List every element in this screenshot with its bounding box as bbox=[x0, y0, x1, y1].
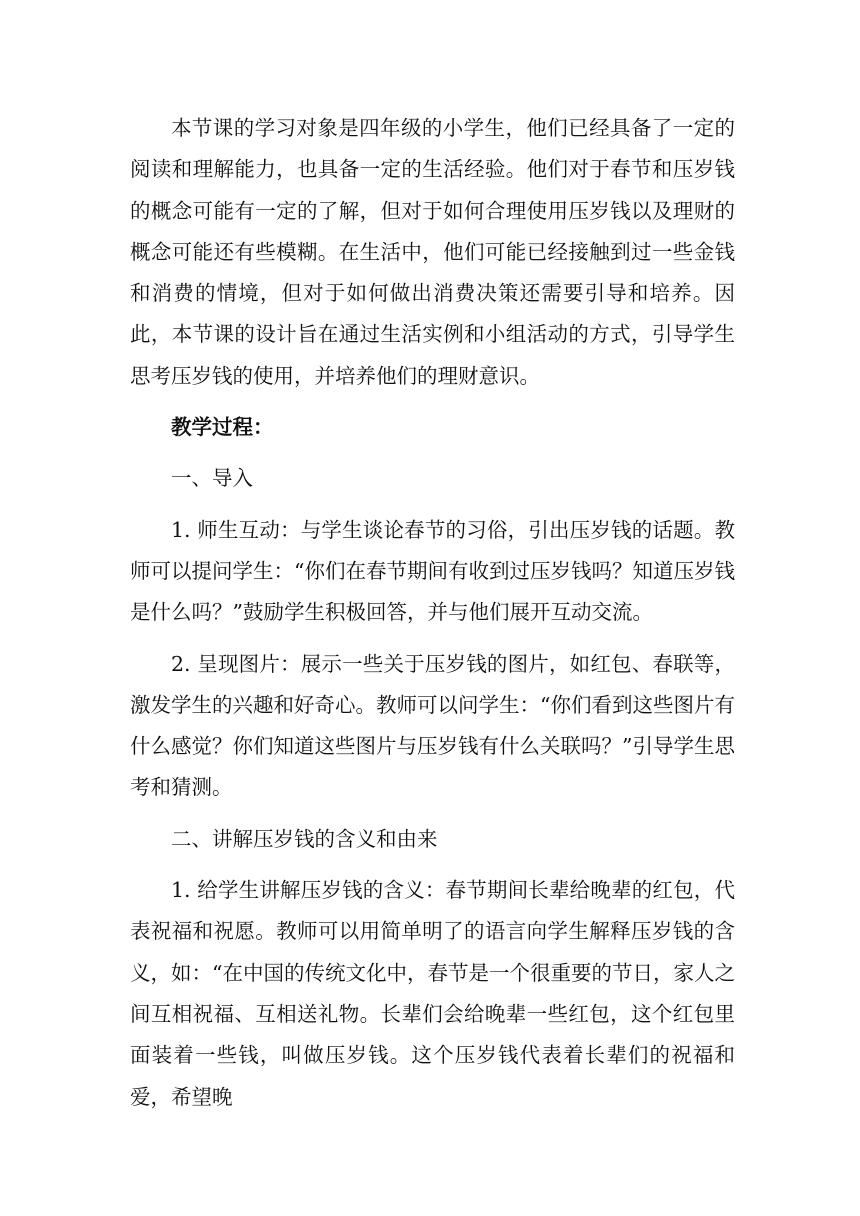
paragraph-gap bbox=[130, 448, 735, 458]
section-heading-teaching-process: 教学过程： bbox=[171, 415, 274, 440]
paragraph-gap bbox=[130, 500, 735, 510]
paragraph-gap bbox=[130, 809, 735, 819]
paragraph-students-analysis: 本节课的学习对象是四年级的小学生，他们已经具备了一定的阅读和理解能力，也具备一定的生活经验。他们对于春节和压岁钱的概念可能有一定的了解，但对于如何合理使用压岁钱以及理财的概念可能还有些模糊。在生活中，他们可能已经接触到过一些金钱和消费的情境，但对于如何做出消费决策还需要引导和培养。因此，本节课的设计旨在通过生活实例和小组活动的方式，引导学生思考压岁钱的使用，并培养他们的理财意识。 bbox=[130, 116, 735, 388]
paragraph-gap bbox=[130, 860, 735, 870]
paragraph-intro-step-2: 2. 呈现图片：展示一些关于压岁钱的图片，如红包、春联等，激发学生的兴趣和好奇心。教师可以问学生：“你们看到这些图片有什么感觉？你们知道这些图片与压岁钱有什么关联吗？”引导学生思考和猜测。 bbox=[130, 651, 735, 800]
subsection-heading-intro: 一、导入 bbox=[171, 466, 253, 491]
subsection-heading-meaning-origin: 二、讲解压岁钱的含义和由来 bbox=[171, 826, 438, 851]
paragraph-intro-step-1: 1. 师生互动：与学生谈论春节的习俗，引出压岁钱的话题。教师可以提问学生：“你们在春节期间有收到过压岁钱吗？知道压岁钱是什么吗？”鼓励学生积极回答，并与他们展开互动交流。 bbox=[130, 517, 735, 625]
document-body bbox=[130, 108, 735, 1118]
paragraph-gap bbox=[130, 634, 735, 644]
paragraph-gap bbox=[130, 397, 735, 407]
paragraph-meaning-step-1: 1. 给学生讲解压岁钱的含义：春节期间长辈给晚辈的红包，代表祝福和祝愿。教师可以用简单明了的语言向学生解释压岁钱的含义，如：“在中国的传统文化中，春节是一个很重要的节日，家人之间互相祝福、互相送礼物。长辈们会给晚辈一些红包，这个红包里面装着一些钱，叫做压岁钱。这个压岁钱代表着长辈们的祝福和爱，希望晚 bbox=[130, 878, 735, 1109]
